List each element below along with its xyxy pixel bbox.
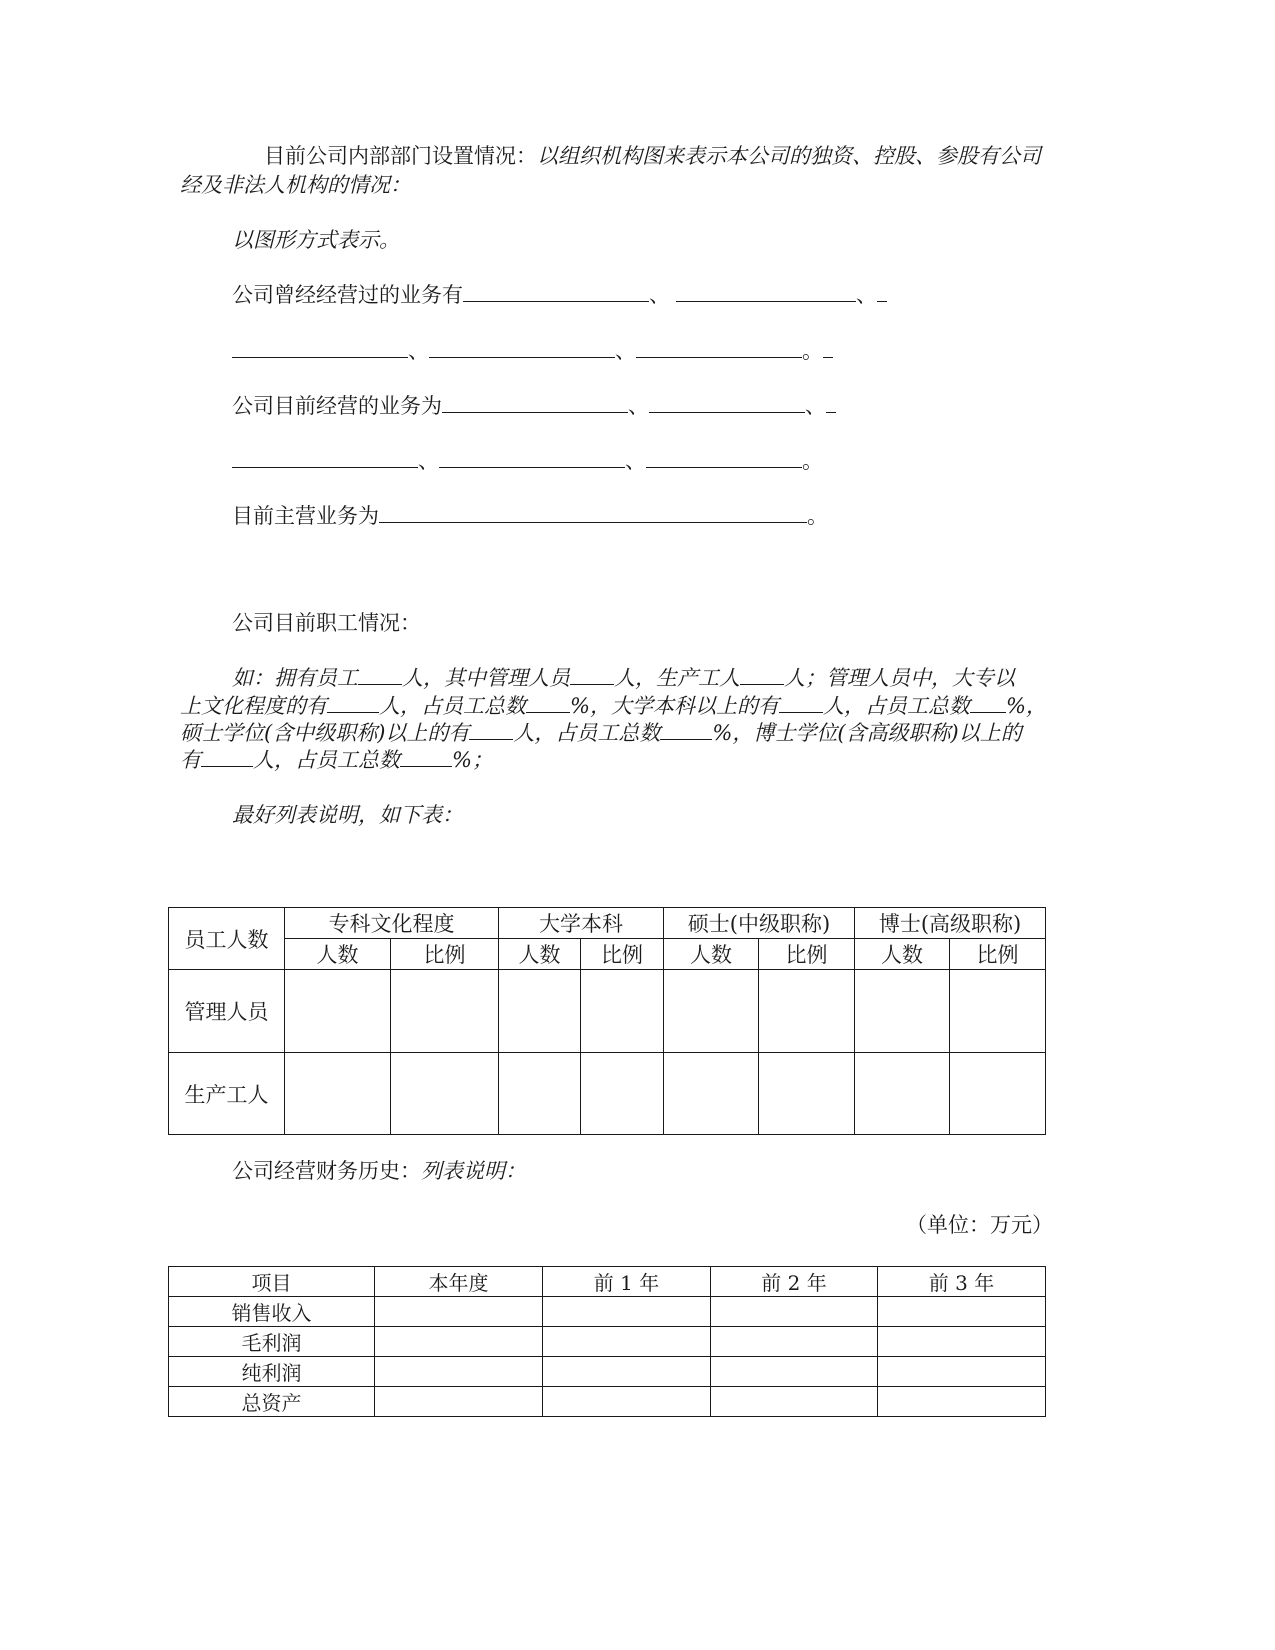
sub-header-ratio: 比例 [391, 939, 499, 970]
data-cell[interactable] [664, 970, 759, 1053]
table-row [169, 1357, 1046, 1387]
unit-label: （单位：万元） [906, 1213, 1053, 1237]
sub-header-count: 人数 [855, 939, 950, 970]
row-label: 销售收入 [169, 1297, 375, 1327]
blank-field[interactable] [201, 746, 253, 767]
table-row [169, 1297, 1046, 1327]
data-cell[interactable] [543, 1357, 711, 1387]
blank-field[interactable] [970, 692, 1006, 713]
group-header: 博士(高级职称) [855, 908, 1046, 939]
staff-text: 硕士学位(含中级职称)以上的有 [180, 721, 470, 745]
staff-text: 人，其中管理人员 [402, 666, 570, 690]
current-business-line1 [232, 392, 836, 421]
staff-text: %， [1005, 694, 1047, 718]
blank-field[interactable] [649, 392, 805, 413]
group-header: 专科文化程度 [285, 908, 499, 939]
data-cell[interactable] [285, 970, 391, 1053]
blank-field[interactable] [442, 392, 628, 413]
blank-field[interactable] [526, 692, 570, 713]
separator: 、 [628, 394, 649, 418]
main-business-label: 目前主营业务为 [232, 504, 379, 528]
table-row [169, 1387, 1046, 1417]
staff-example-line2 [180, 692, 1047, 721]
staff-text: 人，生产工人 [614, 666, 740, 690]
org-structure-line1 [264, 142, 1041, 171]
data-cell[interactable] [391, 970, 499, 1053]
staff-text: 人；管理人员中，大专以 [784, 666, 1015, 690]
sub-header-count: 人数 [664, 939, 759, 970]
blank-field[interactable] [400, 746, 452, 767]
data-cell[interactable] [855, 970, 950, 1053]
data-cell[interactable] [543, 1297, 711, 1327]
data-cell[interactable] [878, 1357, 1046, 1387]
table-row [169, 970, 1046, 1053]
data-cell[interactable] [375, 1357, 543, 1387]
blank-field[interactable] [646, 447, 802, 468]
separator: 、 [625, 449, 646, 473]
data-cell[interactable] [950, 1053, 1046, 1135]
past-business-label: 公司曾经经营过的业务有 [232, 283, 463, 307]
current-business-label: 公司目前经营的业务为 [232, 394, 442, 418]
separator: 、 [615, 339, 636, 363]
data-cell[interactable] [543, 1387, 711, 1417]
finance-heading-note: 列表说明： [421, 1159, 526, 1183]
blank-field[interactable] [826, 392, 836, 413]
staff-text: 人，占员工总数 [379, 694, 526, 718]
finance-heading: 公司经营财务历史： [232, 1159, 421, 1183]
data-cell[interactable] [499, 970, 581, 1053]
data-cell[interactable] [878, 1387, 1046, 1417]
table-row [169, 1327, 1046, 1357]
staff-example-line1 [232, 664, 1015, 693]
column-header: 项目 [169, 1267, 375, 1297]
blank-field[interactable] [570, 664, 614, 685]
row-label: 生产工人 [169, 1053, 285, 1135]
data-cell[interactable] [391, 1053, 499, 1135]
data-cell[interactable] [499, 1053, 581, 1135]
sub-header-count: 人数 [285, 939, 391, 970]
blank-field[interactable] [463, 281, 649, 302]
staff-example-line4 [180, 746, 493, 775]
column-header: 前 3 年 [878, 1267, 1046, 1297]
blank-field[interactable] [232, 447, 418, 468]
table-note: 最好列表说明，如下表： [232, 803, 463, 827]
sub-header-ratio: 比例 [581, 939, 664, 970]
staff-text: 有 [180, 748, 201, 772]
staff-text: 如：拥有员工 [232, 666, 358, 690]
staff-text: 人，占员工总数 [253, 748, 400, 772]
group-header: 大学本科 [499, 908, 664, 939]
sub-header-ratio: 比例 [759, 939, 855, 970]
period: 。 [802, 339, 823, 363]
org-structure-desc-2: 经及非法人机构的情况： [180, 173, 411, 197]
blank-field[interactable] [877, 281, 887, 302]
main-business-line [232, 502, 828, 531]
blank-field[interactable] [327, 692, 379, 713]
data-cell[interactable] [711, 1327, 878, 1357]
org-structure-desc-1: 以组织机构图来表示本公司的独资、控股、参股有公司 [537, 144, 1041, 168]
table-header-row [169, 1267, 1046, 1297]
separator: 、 [408, 339, 429, 363]
blank-field[interactable] [379, 502, 807, 523]
blank-field[interactable] [779, 692, 823, 713]
data-cell[interactable] [375, 1297, 543, 1327]
column-header: 前 1 年 [543, 1267, 711, 1297]
blank-field[interactable] [469, 719, 513, 740]
blank-field[interactable] [358, 664, 402, 685]
separator: 、 [418, 449, 439, 473]
separator: 、 [805, 394, 826, 418]
column-header: 本年度 [375, 1267, 543, 1297]
current-business-line2 [232, 447, 823, 476]
row-label: 管理人员 [169, 970, 285, 1053]
org-structure-lead: 目前公司内部部门设置情况： [264, 144, 537, 168]
finance-heading-line [232, 1157, 526, 1186]
table-row [169, 1053, 1046, 1135]
staff-text: 人，占员工总数 [513, 721, 661, 745]
staff-heading: 公司目前职工情况： [232, 611, 421, 635]
sub-header-ratio: 比例 [950, 939, 1046, 970]
data-cell[interactable] [581, 1053, 664, 1135]
data-cell[interactable] [543, 1327, 711, 1357]
sub-header-count: 人数 [499, 939, 581, 970]
blank-field[interactable] [439, 447, 625, 468]
graphic-note: 以图形方式表示。 [232, 228, 400, 252]
row-label: 纯利润 [169, 1357, 375, 1387]
data-cell[interactable] [878, 1327, 1046, 1357]
data-cell[interactable] [711, 1357, 878, 1387]
staff-text: 人，占员工总数 [822, 694, 970, 718]
period: 。 [802, 449, 823, 473]
blank-field[interactable] [823, 337, 833, 358]
past-business-line2 [232, 337, 833, 366]
blank-field[interactable] [676, 281, 856, 302]
blank-field[interactable] [232, 337, 408, 358]
finance-table [168, 1266, 1046, 1417]
row-label: 毛利润 [169, 1327, 375, 1357]
data-cell[interactable] [375, 1387, 543, 1417]
table-corner-header: 员工人数 [169, 908, 285, 970]
data-cell[interactable] [759, 970, 855, 1053]
data-cell[interactable] [711, 1387, 878, 1417]
data-cell[interactable] [759, 1053, 855, 1135]
staff-text: %，博士学位(含高级职称)以上的 [712, 721, 1022, 745]
staff-table [168, 907, 1046, 1135]
separator: 、 [856, 283, 877, 307]
data-cell[interactable] [581, 970, 664, 1053]
past-business-line1 [232, 281, 887, 310]
data-cell[interactable] [711, 1297, 878, 1327]
column-header: 前 2 年 [711, 1267, 878, 1297]
staff-text: %； [452, 748, 493, 772]
blank-field[interactable] [429, 337, 615, 358]
data-cell[interactable] [855, 1053, 950, 1135]
data-cell[interactable] [285, 1053, 391, 1135]
staff-text: %，大学本科以上的有 [570, 694, 779, 718]
blank-field[interactable] [636, 337, 802, 358]
data-cell[interactable] [375, 1327, 543, 1357]
staff-example-line3 [180, 719, 1022, 748]
data-cell[interactable] [950, 970, 1046, 1053]
period: 。 [807, 504, 828, 528]
row-label: 总资产 [169, 1387, 375, 1417]
group-header: 硕士(中级职称) [664, 908, 855, 939]
staff-text: 上文化程度的有 [180, 694, 327, 718]
blank-field[interactable] [660, 719, 712, 740]
separator: 、 [649, 283, 670, 307]
data-cell[interactable] [878, 1297, 1046, 1327]
blank-field[interactable] [740, 664, 784, 685]
data-cell[interactable] [664, 1053, 759, 1135]
